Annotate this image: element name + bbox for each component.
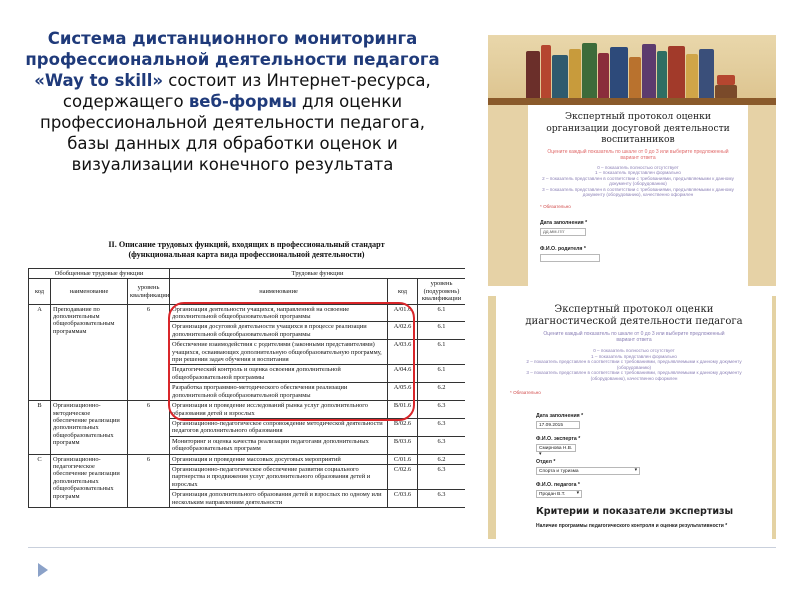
header-level: уровень квалификации xyxy=(128,279,170,304)
function-code: A/03.6 xyxy=(388,340,418,365)
function-name: Организационно-педагогическое обеспечение развития социального партнерства и продвижения услуг дополнительного образования детей и взрослых xyxy=(170,464,388,489)
form2-criterion: Наличие программы педагогического контроля и оценки результативности * xyxy=(536,522,728,529)
function-code: C/03.6 xyxy=(388,490,418,508)
form2-dept-select[interactable] xyxy=(536,467,640,475)
headline-text-1: состоит из Интернет-ресурса, содержащего xyxy=(62,71,431,111)
function-code: A/04.6 xyxy=(388,365,418,383)
function-sublevel: 6.3 xyxy=(418,464,465,489)
form2-expert-value: Смирнова Н.В. xyxy=(539,445,573,451)
group-level: 6 xyxy=(128,401,170,454)
group-name: Преподавание по дополнительным общеобразовательным программам xyxy=(51,304,128,400)
form2-date-label: Дата заполнения * xyxy=(536,412,584,419)
function-code: A/02.6 xyxy=(388,322,418,340)
document-title xyxy=(28,240,465,260)
function-code: A/01.6 xyxy=(388,304,418,322)
chevron-down-icon: ▾ xyxy=(634,467,637,473)
function-code: B/02.6 xyxy=(388,418,418,436)
form2-date-field[interactable]: 17.09.2015 xyxy=(536,421,580,429)
group-name: Организационно-методическое обеспечение реализации дополнительных общеобразовательных программ xyxy=(51,401,128,454)
header-name: наименование xyxy=(51,279,128,304)
function-sublevel: 6.1 xyxy=(418,340,465,365)
protocol-form-diagnostic xyxy=(488,296,776,539)
form1-scale-3: 3 – показатель представлен в соответствии с требованиями, предъявляемыми к данному документу (оборудованию), качественно оформлен xyxy=(542,186,734,198)
function-sublevel: 6.3 xyxy=(418,490,465,508)
function-code: A/05.6 xyxy=(388,383,418,401)
footer-divider xyxy=(28,547,776,548)
form1-instruction: Оцените каждый показатель по шкале от 0 до 3 или выберите предложенный вариант ответа xyxy=(547,148,729,161)
header-general-functions: Обобщенные трудовые функции xyxy=(29,269,170,279)
form2-teacher-value: Продан В.Т. xyxy=(539,491,566,497)
form1-scale-1: 1 – показатель представлен формально xyxy=(595,170,681,176)
shelf-board xyxy=(488,98,776,105)
form2-required-note: * Обязательно xyxy=(510,389,541,395)
function-name: Обеспечение взаимодействия с родителями (законными представителями) учащихся, осваивающих дополнительную общеобразовательную программу, при решении задач обучения и воспитания xyxy=(170,340,388,365)
slide-headline xyxy=(20,28,445,175)
form2-teacher-select[interactable] xyxy=(536,490,582,498)
header-labor-functions: Трудовые функции xyxy=(170,269,465,279)
protocol-form-leisure xyxy=(488,35,776,286)
form1-body xyxy=(528,105,748,286)
form1-date-label: Дата заполнения * xyxy=(540,220,588,227)
chevron-down-icon: ▾ xyxy=(576,490,579,496)
form2-scale-3: 3 – показатель представлен в соответствии с требованиями, предъявляемыми к данному документу (оборудованию), качественно оформлен xyxy=(526,370,742,381)
function-sublevel: 6.3 xyxy=(418,401,465,419)
next-slide-arrow-icon[interactable] xyxy=(38,563,48,577)
group-level: 6 xyxy=(128,454,170,507)
group-code: A xyxy=(29,304,51,400)
form2-dept-label: Отдел * xyxy=(536,458,556,465)
form2-section-title: Критерии и показатели экспертизы xyxy=(536,505,734,517)
document-title-line1: II. Описание трудовых функций, входящих в профессиональный стандарт xyxy=(108,240,385,249)
headline-web-forms: веб-формы xyxy=(188,92,297,111)
form2-body xyxy=(500,296,768,539)
function-code: B/01.6 xyxy=(388,401,418,419)
function-sublevel: 6.1 xyxy=(418,304,465,322)
function-sublevel: 6.2 xyxy=(418,383,465,401)
form2-scale-2: 2 – показатель представлен в соответствии с требованиями, предъявляемыми к данному документу (оборудованию) xyxy=(526,359,742,370)
highlight-oval xyxy=(168,302,415,421)
function-code: B/03.6 xyxy=(388,436,418,454)
form2-scale-0: 0 – показатель полностью отсутствует xyxy=(593,348,675,353)
header-name2: наименование xyxy=(170,279,388,304)
function-name: Организационно-педагогическое сопровождение методической деятельности педагогов дополнительного образования xyxy=(170,418,388,436)
function-name: Организация деятельности учащихся, направленной на освоение дополнительной общеобразовательной программы xyxy=(170,304,388,322)
function-code: C/01.6 xyxy=(388,454,418,464)
headline-system-name: Система дистанционного мониторинга профессиональной деятельности педагога «Way to skill» xyxy=(25,29,440,90)
function-name: Педагогический контроль и оценка освоения дополнительной общеобразовательной программы xyxy=(170,365,388,383)
function-sublevel: 6.1 xyxy=(418,365,465,383)
header-sublevel: уровень (подуровень) квалификации xyxy=(418,279,465,304)
form2-scale-1: 1 – показатель представлен формально xyxy=(591,353,677,359)
function-name: Мониторинг и оценка качества реализации педагогами дополнительных общеобразовательных программ xyxy=(170,436,388,454)
group-code: B xyxy=(29,401,51,454)
bookshelf-banner xyxy=(488,35,776,105)
function-name: Разработка программно-методического обеспечения реализации дополнительной общеобразовательной программы xyxy=(170,383,388,401)
header-code2: код xyxy=(388,279,418,304)
form2-expert-label: Ф.И.О. эксперта * xyxy=(536,435,581,442)
chevron-down-icon: ▾ xyxy=(539,451,542,457)
function-name: Организация дополнительного образования детей и взрослых по одному или нескольким направлениям деятельности xyxy=(170,490,388,508)
standard-document xyxy=(28,240,465,538)
form2-expert-select[interactable] xyxy=(536,444,576,457)
form1-title: Экспертный протокол оценки организации досуговой деятельности воспитанников xyxy=(546,111,730,145)
group-code: C xyxy=(29,454,51,507)
form1-parent-label: Ф.И.О. родителя * xyxy=(540,246,586,253)
headline-text-2: для оценки профессиональной деятельности педагога, базы данных для обработки оценок и визуализации конечного результата xyxy=(40,92,425,174)
form1-scale-2: 2 – показатель представлен в соответствии с требованиями, предъявляемыми к данному документу (оборудованию) xyxy=(542,175,734,187)
header-code: код xyxy=(29,279,51,304)
function-name: Организация и проведение массовых досуговых мероприятий xyxy=(170,454,388,464)
document-title-line2: (функциональная карта вида профессиональной деятельности) xyxy=(128,250,365,259)
group-name: Организационно-педагогическое обеспечение реализации дополнительных общеобразовательных программ xyxy=(51,454,128,507)
function-name: Организация досуговой деятельности учащихся в процессе реализации дополнительной общеобразовательной программы xyxy=(170,322,388,340)
form1-scale-0: 0 – показатель полностью отсутствует xyxy=(597,164,679,170)
form2-teacher-label: Ф.И.О. педагога * xyxy=(536,481,580,488)
form1-parent-field[interactable] xyxy=(540,254,600,262)
table-row xyxy=(29,454,466,464)
form2-title: Экспертный протокол оценки диагностической деятельности педагога xyxy=(525,304,743,327)
function-sublevel: 6.3 xyxy=(418,418,465,436)
group-level: 6 xyxy=(128,304,170,400)
form2-dept-value: Спорта и туризма xyxy=(539,468,579,474)
form1-required-note: * Обязательно xyxy=(540,204,571,210)
function-code: C/02.6 xyxy=(388,464,418,489)
form2-instruction: Оцените каждый показатель по шкале от 0 до 3 или выберите предложенный вариант ответа xyxy=(543,331,725,343)
function-name: Организация и проведение исследований рынка услуг дополнительного образования детей и взрослых xyxy=(170,401,388,419)
function-sublevel: 6.2 xyxy=(418,454,465,464)
form1-date-field[interactable]: дд.мм.гггг xyxy=(540,228,586,236)
function-sublevel: 6.1 xyxy=(418,322,465,340)
function-sublevel: 6.3 xyxy=(418,436,465,454)
